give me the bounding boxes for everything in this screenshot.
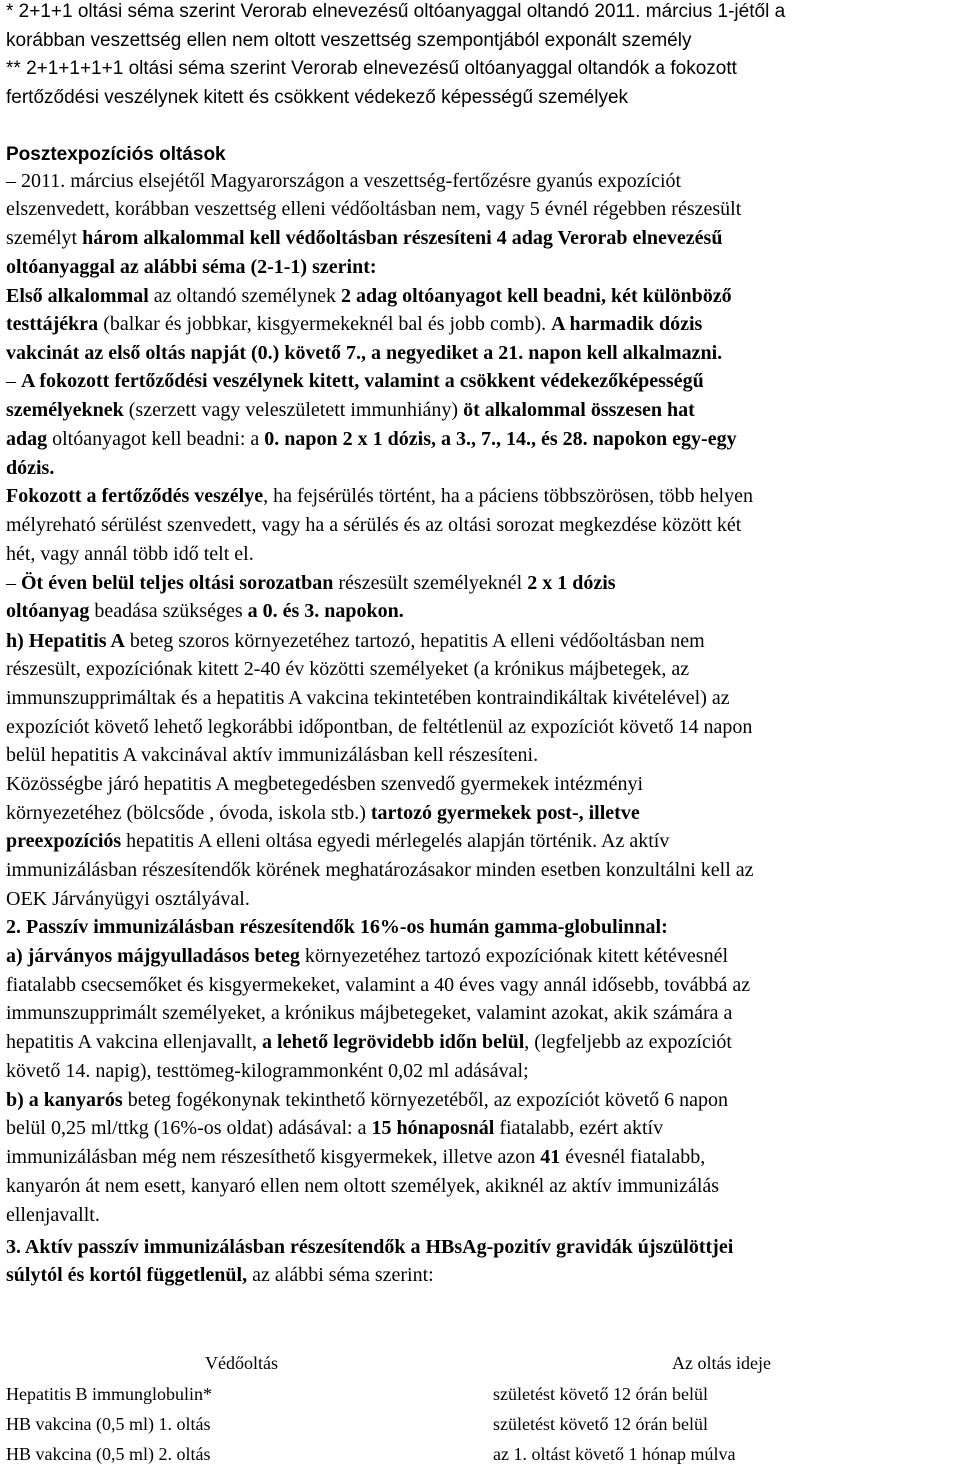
table-cell-time: születést követő 12 órán belül [493, 1384, 708, 1404]
text: expozíciót követő lehető legkorábbi időpontban, de feltétlenül az expozíciót követő 14 napon [6, 716, 753, 738]
text: az oltandó személynek [148, 285, 341, 307]
bold-text: 41 [540, 1146, 561, 1168]
text-line [6, 1172, 719, 1200]
text-line [6, 713, 752, 741]
text: fiatalabb, ezért aktív [494, 1117, 664, 1139]
bold-text: a 0. és 3. napokon. [247, 600, 404, 622]
text-line [6, 1143, 705, 1171]
bold-text: A harmadik dózis [551, 313, 703, 335]
bold-text: 2 x 1 dózis [527, 572, 616, 594]
bold-text: A fokozott fertőződési veszélynek kitett, valamint a csökkent védekezőképességű [21, 370, 704, 392]
bold-text: oltóanyaggal az alábbi séma (2-1-1) szerint: [6, 256, 377, 278]
text-line [6, 454, 54, 482]
bold-text: súlytól és kortól függetlenül, [6, 1264, 248, 1286]
text: belül hepatitis A vakcinával aktív immunizálásban kell részesíteni. [6, 744, 539, 766]
bold-text: dózis. [6, 457, 55, 479]
text: elszenvedett, korábban veszettség elleni védőoltásban nem, vagy 5 évnél régebben részesült [6, 198, 742, 220]
text-line [6, 396, 695, 424]
text: hepatitis A vakcina ellenjavallt, [6, 1031, 263, 1053]
text-line [6, 684, 730, 712]
text: részesült, expozíciónak kitett 2-40 év közötti személyeket (a krónikus májbetegek, az [6, 658, 690, 680]
bold-text: Öt éven belül teljes oltási sorozatban [21, 572, 334, 594]
text-line [6, 540, 254, 568]
text-line [6, 827, 669, 855]
table-cell-time: az 1. oltást követő 1 hónap múlva [493, 1444, 736, 1464]
text-line [6, 224, 722, 252]
table-header-vaccine: Védőoltás [205, 1353, 278, 1373]
bold-text: oltóanyag [6, 600, 90, 622]
text: immunizálásban részesítendők körének meghatározásakor minden esetben konzultálni kell az [6, 859, 754, 881]
text: immunizálásban még nem részesíthető kisgyermekek, illetve azon [6, 1146, 541, 1168]
text-line [6, 569, 616, 597]
text-line [6, 770, 643, 798]
text: környezetéhez (bölcsőde , óvoda, iskola stb.) [6, 802, 371, 824]
bold-text: öt alkalommal összesen hat [463, 399, 695, 421]
text-line [6, 856, 754, 884]
text: immunszupprimált személyeket, a krónikus májbetegeket, valamint azokat, akik számára a [6, 1002, 733, 1024]
text: (szerzett vagy veleszületett immunhiány) [123, 399, 464, 421]
text: fiatalabb csecsemőket és kisgyermekeket, valamint a 40 éves vagy annál idősebb, továbbá az [6, 974, 751, 996]
text: , ha fejsérülés történt, ha a páciens többszörösen, több helyen [263, 485, 753, 507]
text-line [6, 27, 691, 55]
bold-text: három alkalommal kell védőoltásban részesíteni 4 adag Verorab elnevezésű [82, 227, 723, 249]
bold-text: 2 adag oltóanyagot kell beadni, két különböző [340, 285, 732, 307]
text-line [6, 999, 732, 1027]
text-line [6, 55, 737, 83]
text-line [6, 425, 737, 453]
text-line [6, 195, 741, 223]
text: követő 14. napig), testtömeg-kilogrammonként 0,02 ml adásával; [6, 1060, 529, 1082]
text: , (legfeljebb az expozíciót [524, 1031, 732, 1053]
table-header-time: Az oltás ideje [672, 1353, 771, 1373]
text: * 2+1+1 oltási séma szerint Verorab elnevezésű oltóanyaggal oltandó 2011. március 1-jétől a [6, 1, 786, 22]
text-line [6, 1114, 663, 1142]
text-line [6, 597, 404, 625]
text: (balkar és jobbkar, kisgyermekeknél bal és jobb comb). [98, 313, 552, 335]
text: Közösségbe járó hepatitis A megbetegedésben szenvedő gyermekek intézményi [6, 773, 644, 795]
bold-text: tartozó gyermekek post-, illetve [370, 802, 640, 824]
text: belül 0,25 ml/ttkg (16%-os oldat) adásával: a [6, 1117, 372, 1139]
bold-text: 15 hónaposnál [371, 1117, 495, 1139]
text-line [6, 799, 640, 827]
text: oltóanyagot kell beadni: a [47, 428, 265, 450]
text: fertőződési veszélynek kitett és csökkent védekező képességű személyek [6, 87, 629, 108]
bold-text: testtájékra [6, 313, 99, 335]
text: immunszupprimáltak és a hepatitis A vakcina tekintetében kontraindikáltak kivételével) az [6, 687, 730, 709]
bold-text: preexpozíciós [6, 830, 122, 852]
text-line [6, 655, 689, 683]
text-line [6, 339, 722, 367]
text-line [6, 1028, 732, 1056]
table-cell-vaccine: HB vakcina (0,5 ml) 1. oltás [6, 1414, 211, 1434]
text-line [6, 971, 750, 999]
table-cell-time: születést követő 12 órán belül [493, 1414, 708, 1434]
text-line [6, 167, 681, 195]
text: hét, vagy annál több idő telt el. [6, 543, 254, 565]
text-line [6, 282, 732, 310]
text: – 2011. március elsejétől Magyarországon a veszettség-fertőzésre gyanús expozíciót [6, 170, 682, 192]
text-line [6, 84, 628, 112]
bold-text: a lehető legrövidebb időn belül [262, 1031, 525, 1053]
bold-text: h) Hepatitis A [6, 630, 125, 652]
text-line [6, 1233, 733, 1261]
text-line [6, 1261, 434, 1289]
text: mélyreható sérülést szenvedett, vagy ha a sérülés és az oltási sorozat megkezdése között két [6, 514, 742, 536]
text: részesült személyeknél [333, 572, 528, 594]
text: az alábbi séma szerint: [247, 1264, 434, 1286]
text-line [6, 942, 728, 970]
text-line [6, 741, 538, 769]
bold-text: Posztexpozíciós oltások [6, 144, 226, 165]
text-line [6, 627, 705, 655]
text-line [6, 141, 226, 169]
bold-text: a) járványos májgyulladásos beteg [6, 945, 300, 967]
table-cell-vaccine: HB vakcina (0,5 ml) 2. oltás [6, 1444, 211, 1464]
text-line [6, 511, 741, 539]
text-line [6, 1201, 100, 1229]
table-cell-vaccine: Hepatitis B immunglobulin* [6, 1384, 212, 1404]
bold-text: b) a kanyarós [6, 1089, 123, 1111]
bold-text: vakcinát az első oltás napját (0.) követő 7., a negyediket a 21. napon kell alkalmazni. [6, 342, 723, 364]
bold-text: Fokozott a fertőződés veszélye [6, 485, 264, 507]
text: hepatitis A elleni oltása egyedi mérlegelés alapján történik. Az aktív [121, 830, 670, 852]
text-line [6, 367, 704, 395]
text-line [6, 0, 785, 26]
text: – [6, 572, 21, 594]
text-line [6, 310, 702, 338]
text: személyt [6, 227, 83, 249]
bold-text: 2. Passzív immunizálásban részesítendők 16%-os humán gamma-globulinnal: [6, 916, 668, 938]
text-line [6, 913, 668, 941]
text-line [6, 1086, 728, 1114]
bold-text: személyeknek [6, 399, 124, 421]
text: kanyarón át nem esett, kanyaró ellen nem oltott személyek, akiknél az aktív immunizálás [6, 1175, 720, 1197]
bold-text: adag [6, 428, 48, 450]
text: beteg fogékonynak tekinthető környezetéből, az expozíciót követő 6 napon [122, 1089, 729, 1111]
text: beteg szoros környezetéhez tartozó, hepatitis A elleni védőoltásban nem [124, 630, 705, 652]
text: – [6, 370, 21, 392]
bold-text: Első alkalommal [6, 285, 149, 307]
text-line [6, 885, 250, 913]
text-line [6, 482, 753, 510]
text: korábban veszettség ellen nem oltott veszettség szempontjából exponált személy [6, 30, 692, 51]
text-line [6, 253, 377, 281]
text: ellenjavallt. [6, 1204, 100, 1226]
text: beadása szükséges [89, 600, 248, 622]
bold-text: 3. Aktív passzív immunizálásban részesítendők a HBsAg-pozitív gravidák újszülöttjei [6, 1236, 734, 1258]
text-line [6, 1057, 529, 1085]
text: évesnél fiatalabb, [560, 1146, 706, 1168]
text: OEK Járványügyi osztályával. [6, 888, 250, 910]
bold-text: 0. napon 2 x 1 dózis, a 3., 7., 14., és 28. napokon egy-egy [264, 428, 737, 450]
text: környezetéhez tartozó expozíciónak kitett kétévesnél [299, 945, 729, 967]
text: ** 2+1+1+1+1 oltási séma szerint Verorab elnevezésű oltóanyaggal oltandók a fokozott [6, 58, 737, 79]
